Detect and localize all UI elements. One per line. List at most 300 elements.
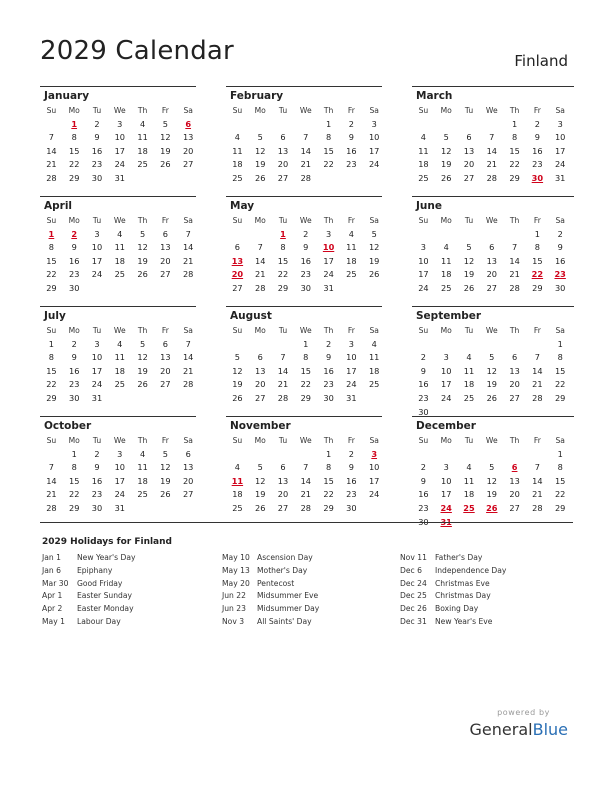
day-cell: 19: [254, 159, 266, 170]
empty-day: [272, 118, 295, 132]
day-cell: 9: [420, 365, 426, 376]
day-cell: 2: [348, 448, 354, 459]
holiday-name: Ascension Day: [257, 553, 313, 562]
day-cell: 13: [277, 475, 289, 486]
day-cell: 27: [509, 502, 520, 513]
day-cell: 9: [557, 242, 563, 253]
month-3: [40, 196, 196, 296]
empty-day: [226, 118, 249, 132]
holiday-date: May 10: [222, 553, 250, 562]
holiday-date: Apr 1: [42, 591, 63, 601]
month-name: April: [44, 200, 73, 212]
holiday-name: New Year's Eve: [435, 616, 493, 626]
weekday-header: Tu: [464, 106, 474, 115]
day-cell: 15: [323, 145, 334, 156]
holiday-date: Dec 31: [400, 616, 427, 626]
day-cell: 4: [420, 132, 426, 143]
holiday-day: 1: [71, 118, 78, 129]
holiday-date: Dec 6: [400, 565, 422, 575]
day-cell: 20: [509, 489, 520, 500]
empty-day: [249, 338, 272, 352]
weekday-header: Fr: [533, 436, 541, 445]
day-cell: 21: [532, 489, 543, 500]
holiday-name: Midsummer Day: [257, 604, 320, 614]
day-cell: 6: [162, 228, 168, 239]
holidays-title: 2029 Holidays for Finland: [42, 537, 172, 547]
holiday-day: 13: [231, 255, 244, 266]
month-name: September: [416, 310, 482, 322]
empty-day: [249, 448, 272, 462]
day-cell: 15: [300, 365, 311, 376]
day-cell: 29: [68, 172, 80, 183]
weekday-header: Mo: [68, 326, 80, 335]
day-cell: 12: [463, 255, 475, 266]
day-cell: 15: [554, 475, 566, 486]
day-cell: 1: [557, 448, 563, 459]
empty-day: [503, 228, 526, 242]
day-cell: 22: [68, 159, 80, 170]
holiday-name: Easter Sunday: [77, 591, 133, 601]
day-cell: 27: [277, 172, 289, 183]
holiday-day: 6: [185, 118, 192, 129]
empty-day: [458, 118, 481, 132]
empty-day: [294, 118, 317, 132]
holiday-name: Good Friday: [77, 578, 123, 588]
day-cell: 26: [160, 489, 171, 500]
weekday-header: Tu: [278, 436, 288, 445]
day-cell: 1: [48, 338, 54, 349]
holiday-row: [400, 578, 570, 591]
weekday-header: Su: [232, 216, 243, 225]
day-cell: 10: [554, 132, 566, 143]
weekday-header: Mo: [68, 106, 80, 115]
day-cell: 22: [554, 489, 566, 500]
month-2: [412, 86, 574, 186]
day-cell: 23: [91, 489, 103, 500]
day-cell: 1: [325, 118, 332, 129]
day-cell: 26: [486, 392, 497, 403]
day-cell: 3: [117, 118, 123, 129]
day-cell: 3: [443, 352, 449, 363]
day-cell: 1: [557, 338, 563, 349]
day-cell: 18: [368, 365, 380, 376]
day-cell: 12: [254, 145, 266, 156]
weekday-header: Fr: [347, 106, 355, 115]
day-cell: 29: [68, 502, 80, 513]
month-name: January: [44, 90, 90, 102]
holiday-day: 11: [231, 475, 244, 486]
day-cell: 6: [257, 352, 263, 363]
day-cell: 28: [46, 502, 57, 513]
day-cell: 25: [137, 159, 148, 170]
empty-day: [249, 118, 272, 132]
day-cell: 9: [420, 475, 426, 486]
day-cell: 10: [114, 132, 125, 143]
day-cell: 5: [257, 462, 263, 473]
day-cell: 13: [182, 132, 194, 143]
day-cell: 17: [114, 475, 125, 486]
empty-day: [435, 338, 458, 352]
holiday-row: [222, 616, 392, 629]
holiday-row: [222, 578, 392, 591]
day-cell: 7: [303, 132, 309, 143]
day-cell: 5: [139, 228, 146, 239]
weekday-header: We: [299, 216, 312, 225]
day-cell: 26: [254, 502, 266, 513]
day-cell: 15: [554, 365, 566, 376]
day-cell: 25: [232, 172, 243, 183]
month-days-grid: [412, 434, 574, 529]
day-cell: 21: [254, 269, 266, 280]
day-cell: 21: [46, 489, 57, 500]
month-days-grid: [226, 324, 382, 406]
day-cell: 31: [346, 392, 357, 403]
weekday-header: Sa: [369, 326, 379, 335]
weekday-header: Fr: [161, 216, 169, 225]
holiday-date: May 20: [222, 578, 250, 588]
day-cell: 2: [420, 462, 426, 473]
day-cell: 9: [348, 462, 354, 473]
day-cell: 6: [280, 462, 286, 473]
day-cell: 18: [463, 379, 475, 390]
weekday-header: Su: [46, 106, 57, 115]
day-cell: 19: [254, 489, 266, 500]
day-cell: 16: [68, 365, 80, 376]
day-cell: 22: [300, 379, 311, 390]
day-cell: 31: [323, 282, 334, 293]
empty-day: [435, 448, 458, 462]
holiday-day: 6: [511, 462, 518, 473]
weekday-header: We: [485, 106, 498, 115]
month-name: May: [230, 200, 255, 212]
day-cell: 13: [509, 365, 520, 376]
day-cell: 22: [323, 489, 334, 500]
day-cell: 13: [463, 145, 475, 156]
month-4: [226, 196, 382, 296]
day-cell: 4: [234, 132, 240, 143]
holiday-name: Father's Day: [435, 553, 483, 562]
day-cell: 30: [418, 516, 429, 527]
day-cell: 5: [162, 118, 168, 129]
day-cell: 15: [46, 255, 57, 266]
day-cell: 27: [182, 489, 194, 500]
day-cell: 8: [48, 352, 54, 363]
weekday-header: Fr: [533, 216, 541, 225]
day-cell: 21: [486, 159, 497, 170]
day-cell: 27: [486, 282, 497, 293]
day-cell: 30: [68, 392, 80, 403]
empty-day: [412, 228, 435, 242]
day-cell: 12: [137, 242, 148, 253]
day-cell: 19: [137, 365, 148, 376]
month-name: December: [416, 420, 476, 432]
day-cell: 11: [137, 462, 148, 473]
day-cell: 9: [325, 352, 332, 363]
day-cell: 27: [509, 392, 520, 403]
day-cell: 6: [466, 132, 472, 143]
day-cell: 7: [303, 462, 309, 473]
day-cell: 29: [509, 172, 520, 183]
day-cell: 6: [185, 448, 191, 459]
weekday-header: Fr: [161, 106, 169, 115]
day-cell: 4: [466, 352, 472, 363]
weekday-header: Th: [137, 106, 148, 115]
day-cell: 18: [440, 269, 452, 280]
day-cell: 24: [114, 159, 125, 170]
day-cell: 16: [91, 475, 103, 486]
day-cell: 24: [323, 269, 334, 280]
generalblue-logo[interactable]: [470, 720, 568, 739]
weekday-header: Fr: [161, 326, 169, 335]
holiday-date: Dec 24: [400, 578, 427, 588]
month-name: October: [44, 420, 92, 432]
month-5: [412, 196, 574, 296]
day-cell: 26: [160, 159, 171, 170]
month-days-grid: [40, 104, 196, 186]
empty-day: [458, 338, 481, 352]
weekday-header: Tu: [464, 326, 474, 335]
day-cell: 24: [114, 489, 125, 500]
day-cell: 18: [114, 255, 125, 266]
day-cell: 14: [532, 365, 543, 376]
holiday-day: 10: [322, 242, 335, 253]
day-cell: 10: [368, 132, 380, 143]
day-cell: 25: [440, 282, 452, 293]
day-cell: 3: [557, 118, 563, 129]
holiday-day: 20: [231, 269, 244, 280]
day-cell: 17: [440, 379, 452, 390]
day-cell: 4: [371, 338, 377, 349]
day-cell: 25: [114, 379, 125, 390]
weekday-header: We: [485, 436, 498, 445]
day-cell: 8: [325, 132, 332, 143]
holiday-row: [42, 552, 212, 565]
day-cell: 10: [440, 475, 452, 486]
day-cell: 28: [532, 392, 543, 403]
month-6: [40, 306, 196, 406]
day-cell: 24: [554, 159, 566, 170]
holiday-row: [42, 616, 212, 629]
month-11: [412, 416, 574, 529]
day-cell: 30: [554, 282, 566, 293]
day-cell: 8: [511, 132, 518, 143]
day-cell: 27: [232, 282, 243, 293]
day-cell: 5: [443, 132, 449, 143]
day-cell: 12: [486, 365, 497, 376]
weekday-header: Th: [509, 106, 520, 115]
holiday-name: Epiphany: [77, 565, 113, 575]
day-cell: 23: [68, 269, 80, 280]
day-cell: 23: [300, 269, 311, 280]
day-cell: 2: [534, 118, 540, 129]
day-cell: 19: [368, 255, 380, 266]
weekday-header: Mo: [440, 106, 452, 115]
day-cell: 11: [368, 352, 380, 363]
day-cell: 3: [94, 228, 100, 239]
day-cell: 16: [323, 365, 334, 376]
holiday-name: Labour Day: [77, 616, 121, 626]
day-cell: 30: [68, 282, 80, 293]
weekday-header: Th: [323, 436, 334, 445]
holiday-date: Jan 1: [42, 553, 61, 562]
day-cell: 17: [368, 145, 380, 156]
day-cell: 2: [325, 338, 332, 349]
month-name: February: [230, 90, 284, 102]
day-cell: 21: [509, 269, 520, 280]
day-cell: 5: [139, 338, 146, 349]
weekday-header: We: [299, 106, 312, 115]
day-cell: 30: [91, 172, 103, 183]
month-name: June: [416, 200, 442, 212]
holiday-name: Independence Day: [435, 565, 507, 575]
day-cell: 14: [182, 352, 194, 363]
day-cell: 17: [91, 365, 103, 376]
weekday-header: We: [113, 106, 126, 115]
day-cell: 7: [280, 352, 286, 363]
day-cell: 3: [117, 448, 123, 459]
weekday-header: Sa: [555, 106, 565, 115]
day-cell: 14: [300, 475, 311, 486]
day-cell: 21: [182, 255, 194, 266]
day-cell: 15: [46, 365, 57, 376]
day-cell: 11: [463, 475, 475, 486]
day-cell: 14: [486, 145, 497, 156]
day-cell: 12: [137, 352, 148, 363]
day-cell: 12: [232, 365, 243, 376]
day-cell: 7: [534, 462, 540, 473]
day-cell: 21: [300, 489, 311, 500]
day-cell: 10: [418, 255, 429, 266]
day-cell: 27: [463, 172, 475, 183]
day-cell: 13: [277, 145, 289, 156]
empty-day: [412, 338, 435, 352]
day-cell: 4: [117, 338, 123, 349]
day-cell: 13: [160, 352, 171, 363]
day-cell: 9: [94, 132, 100, 143]
day-cell: 29: [532, 282, 543, 293]
weekday-header: Su: [46, 326, 57, 335]
holiday-row: [42, 590, 212, 603]
day-cell: 2: [420, 352, 426, 363]
day-cell: 14: [254, 255, 266, 266]
day-cell: 5: [162, 448, 168, 459]
day-cell: 4: [443, 242, 449, 253]
day-cell: 23: [532, 159, 543, 170]
holiday-row: [222, 603, 392, 616]
holiday-day: 2: [71, 228, 78, 239]
holiday-name: Pentecost: [257, 578, 295, 588]
day-cell: 10: [346, 352, 357, 363]
day-cell: 28: [182, 269, 194, 280]
day-cell: 9: [71, 352, 77, 363]
day-cell: 15: [532, 255, 543, 266]
day-cell: 8: [280, 242, 286, 253]
day-cell: 11: [463, 365, 475, 376]
day-cell: 13: [486, 255, 497, 266]
day-cell: 3: [371, 118, 377, 129]
holiday-row: [222, 590, 392, 603]
day-cell: 2: [303, 228, 309, 239]
day-cell: 17: [323, 255, 334, 266]
day-cell: 19: [463, 269, 475, 280]
day-cell: 9: [71, 242, 77, 253]
holiday-column: [400, 552, 570, 629]
day-cell: 7: [185, 228, 191, 239]
weekday-header: Sa: [369, 216, 379, 225]
day-cell: 28: [277, 392, 289, 403]
weekday-header: Su: [46, 436, 57, 445]
day-cell: 17: [368, 475, 380, 486]
weekday-header: Th: [509, 326, 520, 335]
day-cell: 4: [234, 462, 240, 473]
day-cell: 8: [71, 132, 77, 143]
day-cell: 25: [232, 502, 243, 513]
empty-day: [226, 338, 249, 352]
weekday-header: Mo: [440, 436, 452, 445]
day-cell: 15: [277, 255, 289, 266]
day-cell: 7: [185, 338, 191, 349]
empty-day: [272, 448, 295, 462]
month-days-grid: [412, 104, 574, 186]
day-cell: 8: [557, 352, 563, 363]
day-cell: 7: [257, 242, 263, 253]
day-cell: 26: [232, 392, 243, 403]
day-cell: 19: [232, 379, 243, 390]
day-cell: 15: [68, 475, 80, 486]
day-cell: 29: [277, 282, 289, 293]
day-cell: 18: [346, 255, 357, 266]
day-cell: 24: [368, 159, 380, 170]
day-cell: 23: [418, 392, 429, 403]
holiday-row: [222, 552, 392, 565]
day-cell: 6: [162, 338, 168, 349]
day-cell: 18: [114, 365, 125, 376]
day-cell: 6: [511, 352, 518, 363]
weekday-header: Tu: [464, 216, 474, 225]
day-cell: 11: [137, 132, 148, 143]
holiday-date: Jan 6: [42, 565, 61, 575]
day-cell: 11: [232, 145, 243, 156]
day-cell: 23: [323, 379, 334, 390]
day-cell: 5: [489, 462, 495, 473]
weekday-header: Su: [232, 326, 243, 335]
day-cell: 17: [440, 489, 452, 500]
day-cell: 6: [280, 132, 286, 143]
day-cell: 26: [254, 172, 266, 183]
weekday-header: Sa: [555, 216, 565, 225]
holiday-date: Mar 30: [42, 578, 69, 588]
day-cell: 6: [489, 242, 495, 253]
weekday-header: Tu: [92, 436, 102, 445]
day-cell: 13: [182, 462, 194, 473]
day-cell: 19: [440, 159, 452, 170]
day-cell: 11: [418, 145, 429, 156]
day-cell: 28: [486, 172, 497, 183]
day-cell: 17: [91, 255, 103, 266]
weekday-header: Su: [418, 216, 429, 225]
day-cell: 28: [182, 379, 194, 390]
day-cell: 16: [346, 145, 357, 156]
weekday-header: Sa: [555, 436, 565, 445]
day-cell: 30: [300, 282, 311, 293]
day-cell: 28: [254, 282, 266, 293]
day-cell: 16: [418, 489, 429, 500]
brand-part1: General: [469, 720, 533, 739]
holiday-column: [222, 552, 392, 629]
month-7: [226, 306, 382, 406]
day-cell: 3: [443, 462, 449, 473]
weekday-header: Th: [323, 216, 334, 225]
